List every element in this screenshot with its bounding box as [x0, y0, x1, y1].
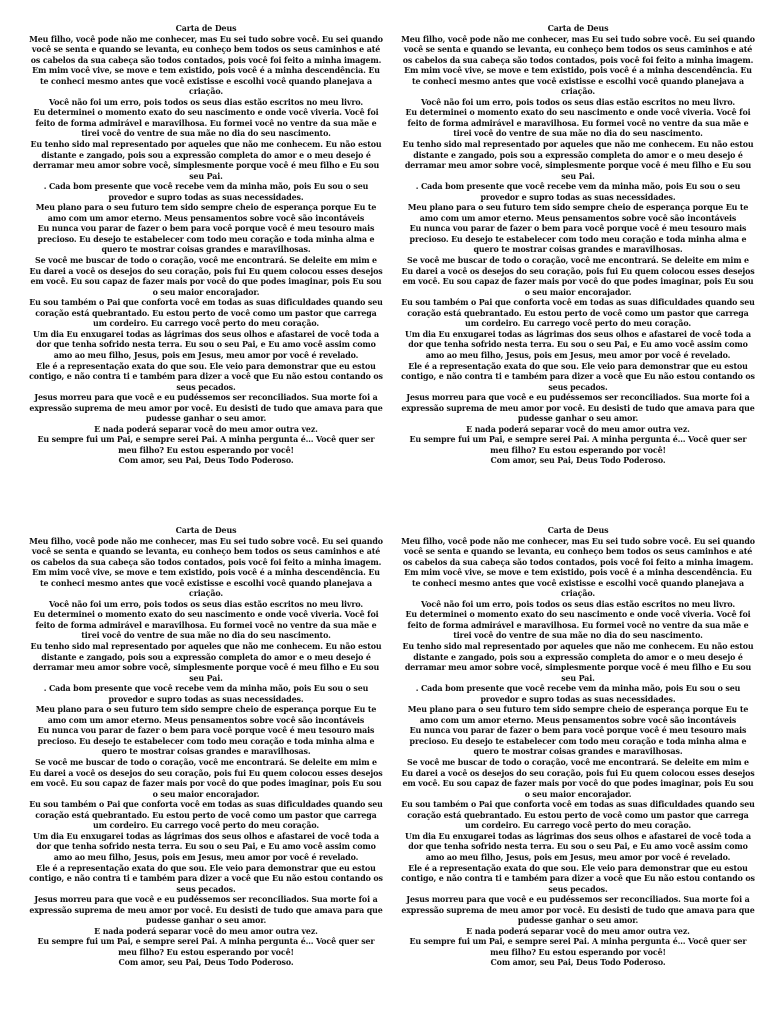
- letter-paragraph: Ele é a representação exata do que sou. Ele veio para demonstrar que eu estou contigo, e não contra ti e também para dizer a você que Eu não estou contando os seus pecados.: [401, 863, 755, 894]
- letter-paragraph: Um dia Eu enxugarei todas as lágrimas dos seus olhos e afastarei de você toda a dor que tenha sofrido nesta terra. Eu sou o seu Pai, e Eu amo você assim como amo ao meu filho, Jesus, pois em Jesus, meu amor por você é revelado.: [32, 329, 379, 360]
- letter-paragraph: Com amor, seu Pai, Deus Todo Poderoso.: [490, 958, 666, 968]
- letter-title: Carta de Deus: [175, 526, 237, 535]
- letter-paragraph: Eu tenho sido mal representado por aqueles que não me conhecem. Eu não estou distante e zangado, pois sou a expressão completa do amor e o meu desejo é derramar meu amor sobre você, simplesmente porque você é meu filho e Eu sou seu Pai.: [30, 140, 382, 181]
- letter-paragraph: Meu plano para o seu futuro tem sido sempre cheio de esperança porque Eu te amo com um amor eterno. Meus pensamentos sobre você são incontáveis: [35, 705, 377, 725]
- letter-paragraph: Eu tenho sido mal representado por aqueles que não me conhecem. Eu não estou distante e zangado, pois sou a expressão completa do amor e o meu desejo é derramar meu amor sobre você, simplesmente porque você é meu filho e Eu sou seu Pai.: [402, 642, 754, 683]
- letter-paragraph: Meu filho, você pode não me conhecer, mas Eu sei tudo sobre você. Eu sei quando você se senta e quando se levanta, eu conheço bem todos os seus caminhos e até os cabelos da sua cabeça são todos contados, pois você foi feito a minha imagem.: [29, 34, 383, 65]
- letter-paragraph: Jesus morreu para que você e eu pudéssemos ser reconciliados. Sua morte foi a expressão suprema de meu amor por você. Eu desisti de tudo que amava para que pudesse ganhar o seu amor.: [29, 895, 383, 926]
- letter-paragraph: Eu sempre fui um Pai, e sempre serei Pai. A minha pergunta é… Você quer ser meu filho? Eu estou esperando por você!: [409, 435, 747, 455]
- letter-copy-top-left: [28, 24, 384, 467]
- letter-paragraph: . Cada bom presente que você recebe vem da minha mão, pois Eu sou o seu provedor e supro todas as suas necessidades.: [43, 182, 369, 202]
- letter-paragraph: Você não foi um erro, pois todos os seus dias estão escritos no meu livro.: [421, 599, 735, 609]
- letter-paragraph: Meu plano para o seu futuro tem sido sempre cheio de esperança porque Eu te amo com um amor eterno. Meus pensamentos sobre você são incontáveis: [35, 203, 377, 223]
- letter-paragraph: Jesus morreu para que você e eu pudéssemos ser reconciliados. Sua morte foi a expressão suprema de meu amor por você. Eu desisti de tudo que amava para que pudesse ganhar o seu amor.: [29, 393, 383, 424]
- letter-paragraph: Eu sempre fui um Pai, e sempre serei Pai. A minha pergunta é… Você quer ser meu filho? Eu estou esperando por você!: [409, 937, 747, 957]
- letter-paragraph: Um dia Eu enxugarei todas as lágrimas dos seus olhos e afastarei de você toda a dor que tenha sofrido nesta terra. Eu sou o seu Pai, e Eu amo você assim como amo ao meu filho, Jesus, pois em Jesus, meu amor por você é revelado.: [404, 329, 751, 360]
- letter-paragraph: Eu sou também o Pai que conforta você em todas as suas dificuldades quando seu coração está quebrantado. Eu estou perto de você como um pastor que carrega um cordeiro. Eu carrego você perto do meu coração.: [29, 298, 383, 329]
- letter-paragraph: E nada poderá separar você do meu amor outra vez.: [94, 424, 318, 434]
- letter-paragraph: E nada poderá separar você do meu amor outra vez.: [466, 926, 690, 936]
- letter-paragraph: Ele é a representação exata do que sou. Ele veio para demonstrar que eu estou contigo, e não contra ti e também para dizer a você que Eu não estou contando os seus pecados.: [29, 361, 383, 392]
- letter-paragraph: Jesus morreu para que você e eu pudéssemos ser reconciliados. Sua morte foi a expressão suprema de meu amor por você. Eu desisti de tudo que amava para que pudesse ganhar o seu amor.: [401, 895, 755, 926]
- letter-paragraph: Em mim você vive, se move e tem existido, pois você é a minha descendência. Eu te conheci mesmo antes que você existisse e escolhi você quando planejava a criação.: [32, 568, 380, 599]
- letter-paragraph: Meu plano para o seu futuro tem sido sempre cheio de esperança porque Eu te amo com um amor eterno. Meus pensamentos sobre você são incontáveis: [407, 705, 749, 725]
- letter-paragraph: Eu sempre fui um Pai, e sempre serei Pai. A minha pergunta é… Você quer ser meu filho? Eu estou esperando por você!: [37, 937, 375, 957]
- letter-paragraph: Se você me buscar de todo o coração, você me encontrará. Se deleite em mim e Eu darei a você os desejos do seu coração, pois fui Eu quem colocou esses desejos em você. Eu sou capaz de fazer mais por você do que podes imaginar, pois Eu sou o seu maior encorajador.: [29, 758, 383, 799]
- letter-paragraph: Se você me buscar de todo o coração, você me encontrará. Se deleite em mim e Eu darei a você os desejos do seu coração, pois fui Eu quem colocou esses desejos em você. Eu sou capaz de fazer mais por você do que podes imaginar, pois Eu sou o seu maior encorajador.: [401, 256, 755, 297]
- letter-paragraph: Meu plano para o seu futuro tem sido sempre cheio de esperança porque Eu te amo com um amor eterno. Meus pensamentos sobre você são incontáveis: [407, 203, 749, 223]
- letter-paragraph: . Cada bom presente que você recebe vem da minha mão, pois Eu sou o seu provedor e supro todas as suas necessidades.: [43, 684, 369, 704]
- letter-paragraph: Eu tenho sido mal representado por aqueles que não me conhecem. Eu não estou distante e zangado, pois sou a expressão completa do amor e o meu desejo é derramar meu amor sobre você, simplesmente porque você é meu filho e Eu sou seu Pai.: [402, 140, 754, 181]
- letter-copy-bottom-right: [400, 526, 756, 969]
- letter-paragraph: Eu tenho sido mal representado por aqueles que não me conhecem. Eu não estou distante e zangado, pois sou a expressão completa do amor e o meu desejo é derramar meu amor sobre você, simplesmente porque você é meu filho e Eu sou seu Pai.: [30, 642, 382, 683]
- letter-paragraph: Meu filho, você pode não me conhecer, mas Eu sei tudo sobre você. Eu sei quando você se senta e quando se levanta, eu conheço bem todos os seus caminhos e até os cabelos da sua cabeça são todos contados, pois você foi feito a minha imagem.: [401, 34, 755, 65]
- letter-paragraph: Um dia Eu enxugarei todas as lágrimas dos seus olhos e afastarei de você toda a dor que tenha sofrido nesta terra. Eu sou o seu Pai, e Eu amo você assim como amo ao meu filho, Jesus, pois em Jesus, meu amor por você é revelado.: [32, 831, 379, 862]
- letter-paragraph: Um dia Eu enxugarei todas as lágrimas dos seus olhos e afastarei de você toda a dor que tenha sofrido nesta terra. Eu sou o seu Pai, e Eu amo você assim como amo ao meu filho, Jesus, pois em Jesus, meu amor por você é revelado.: [404, 831, 751, 862]
- letter-paragraph: Eu nunca vou parar de fazer o bem para você porque você é meu tesouro mais precioso. Eu desejo te estabelecer com todo meu coração e toda minha alma e quero te mostrar coisas grandes e maravilhosas.: [37, 224, 375, 255]
- letter-paragraph: Eu nunca vou parar de fazer o bem para você porque você é meu tesouro mais precioso. Eu desejo te estabelecer com todo meu coração e toda minha alma e quero te mostrar coisas grandes e maravilhosas.: [409, 726, 747, 757]
- letter-copy-bottom-left: [28, 526, 384, 969]
- letter-paragraph: Em mim você vive, se move e tem existido, pois você é a minha descendência. Eu te conheci mesmo antes que você existisse e escolhi você quando planejava a criação.: [404, 66, 752, 97]
- letter-paragraph: Eu nunca vou parar de fazer o bem para você porque você é meu tesouro mais precioso. Eu desejo te estabelecer com todo meu coração e toda minha alma e quero te mostrar coisas grandes e maravilhosas.: [409, 224, 747, 255]
- letter-paragraph: Se você me buscar de todo o coração, você me encontrará. Se deleite em mim e Eu darei a você os desejos do seu coração, pois fui Eu quem colocou esses desejos em você. Eu sou capaz de fazer mais por você do que podes imaginar, pois Eu sou o seu maior encorajador.: [29, 256, 383, 297]
- letter-paragraph: Eu nunca vou parar de fazer o bem para você porque você é meu tesouro mais precioso. Eu desejo te estabelecer com todo meu coração e toda minha alma e quero te mostrar coisas grandes e maravilhosas.: [37, 726, 375, 757]
- letter-title: Carta de Deus: [547, 24, 609, 33]
- letter-paragraph: Eu sou também o Pai que conforta você em todas as suas dificuldades quando seu coração está quebrantado. Eu estou perto de você como um pastor que carrega um cordeiro. Eu carrego você perto do meu coração.: [29, 800, 383, 831]
- letter-paragraph: Em mim você vive, se move e tem existido, pois você é a minha descendência. Eu te conheci mesmo antes que você existisse e escolhi você quando planejava a criação.: [32, 66, 380, 97]
- letter-paragraph: Você não foi um erro, pois todos os seus dias estão escritos no meu livro.: [421, 97, 735, 107]
- letter-paragraph: Eu determinei o momento exato do seu nascimento e onde você viveria. Você foi feito de forma admirável e maravilhosa. Eu formei você no ventre da sua mãe e tirei você do ventre de sua mãe no dia do seu nascimento.: [33, 610, 379, 641]
- letter-paragraph: Eu sempre fui um Pai, e sempre serei Pai. A minha pergunta é… Você quer ser meu filho? Eu estou esperando por você!: [37, 435, 375, 455]
- letter-paragraph: Com amor, seu Pai, Deus Todo Poderoso.: [118, 456, 294, 466]
- letter-paragraph: . Cada bom presente que você recebe vem da minha mão, pois Eu sou o seu provedor e supro todas as suas necessidades.: [415, 182, 741, 202]
- letter-paragraph: . Cada bom presente que você recebe vem da minha mão, pois Eu sou o seu provedor e supro todas as suas necessidades.: [415, 684, 741, 704]
- letter-title: Carta de Deus: [547, 526, 609, 535]
- letter-paragraph: Com amor, seu Pai, Deus Todo Poderoso.: [118, 958, 294, 968]
- letter-title: Carta de Deus: [175, 24, 237, 33]
- letter-paragraph: Você não foi um erro, pois todos os seus dias estão escritos no meu livro.: [49, 97, 363, 107]
- letter-paragraph: Eu sou também o Pai que conforta você em todas as suas dificuldades quando seu coração está quebrantado. Eu estou perto de você como um pastor que carrega um cordeiro. Eu carrego você perto do meu coração.: [401, 800, 755, 831]
- letter-paragraph: Eu determinei o momento exato do seu nascimento e onde você viveria. Você foi feito de forma admirável e maravilhosa. Eu formei você no ventre da sua mãe e tirei você do ventre de sua mãe no dia do seu nascimento.: [33, 108, 379, 139]
- letter-paragraph: Ele é a representação exata do que sou. Ele veio para demonstrar que eu estou contigo, e não contra ti e também para dizer a você que Eu não estou contando os seus pecados.: [401, 361, 755, 392]
- letter-paragraph: Se você me buscar de todo o coração, você me encontrará. Se deleite em mim e Eu darei a você os desejos do seu coração, pois fui Eu quem colocou esses desejos em você. Eu sou capaz de fazer mais por você do que podes imaginar, pois Eu sou o seu maior encorajador.: [401, 758, 755, 799]
- letter-paragraph: Meu filho, você pode não me conhecer, mas Eu sei tudo sobre você. Eu sei quando você se senta e quando se levanta, eu conheço bem todos os seus caminhos e até os cabelos da sua cabeça são todos contados, pois você foi feito a minha imagem.: [29, 536, 383, 567]
- letter-paragraph: Eu determinei o momento exato do seu nascimento e onde você viveria. Você foi feito de forma admirável e maravilhosa. Eu formei você no ventre da sua mãe e tirei você do ventre de sua mãe no dia do seu nascimento.: [405, 610, 751, 641]
- letter-paragraph: E nada poderá separar você do meu amor outra vez.: [466, 424, 690, 434]
- letter-paragraph: Em mim você vive, se move e tem existido, pois você é a minha descendência. Eu te conheci mesmo antes que você existisse e escolhi você quando planejava a criação.: [404, 568, 752, 599]
- letter-paragraph: E nada poderá separar você do meu amor outra vez.: [94, 926, 318, 936]
- letter-paragraph: Com amor, seu Pai, Deus Todo Poderoso.: [490, 456, 666, 466]
- letter-paragraph: Meu filho, você pode não me conhecer, mas Eu sei tudo sobre você. Eu sei quando você se senta e quando se levanta, eu conheço bem todos os seus caminhos e até os cabelos da sua cabeça são todos contados, pois você foi feito a minha imagem.: [401, 536, 755, 567]
- letter-paragraph: Ele é a representação exata do que sou. Ele veio para demonstrar que eu estou contigo, e não contra ti e também para dizer a você que Eu não estou contando os seus pecados.: [29, 863, 383, 894]
- letter-paragraph: Jesus morreu para que você e eu pudéssemos ser reconciliados. Sua morte foi a expressão suprema de meu amor por você. Eu desisti de tudo que amava para que pudesse ganhar o seu amor.: [401, 393, 755, 424]
- letter-copy-top-right: [400, 24, 756, 467]
- letter-paragraph: Eu determinei o momento exato do seu nascimento e onde você viveria. Você foi feito de forma admirável e maravilhosa. Eu formei você no ventre da sua mãe e tirei você do ventre de sua mãe no dia do seu nascimento.: [405, 108, 751, 139]
- letter-paragraph: Você não foi um erro, pois todos os seus dias estão escritos no meu livro.: [49, 599, 363, 609]
- letter-paragraph: Eu sou também o Pai que conforta você em todas as suas dificuldades quando seu coração está quebrantado. Eu estou perto de você como um pastor que carrega um cordeiro. Eu carrego você perto do meu coração.: [401, 298, 755, 329]
